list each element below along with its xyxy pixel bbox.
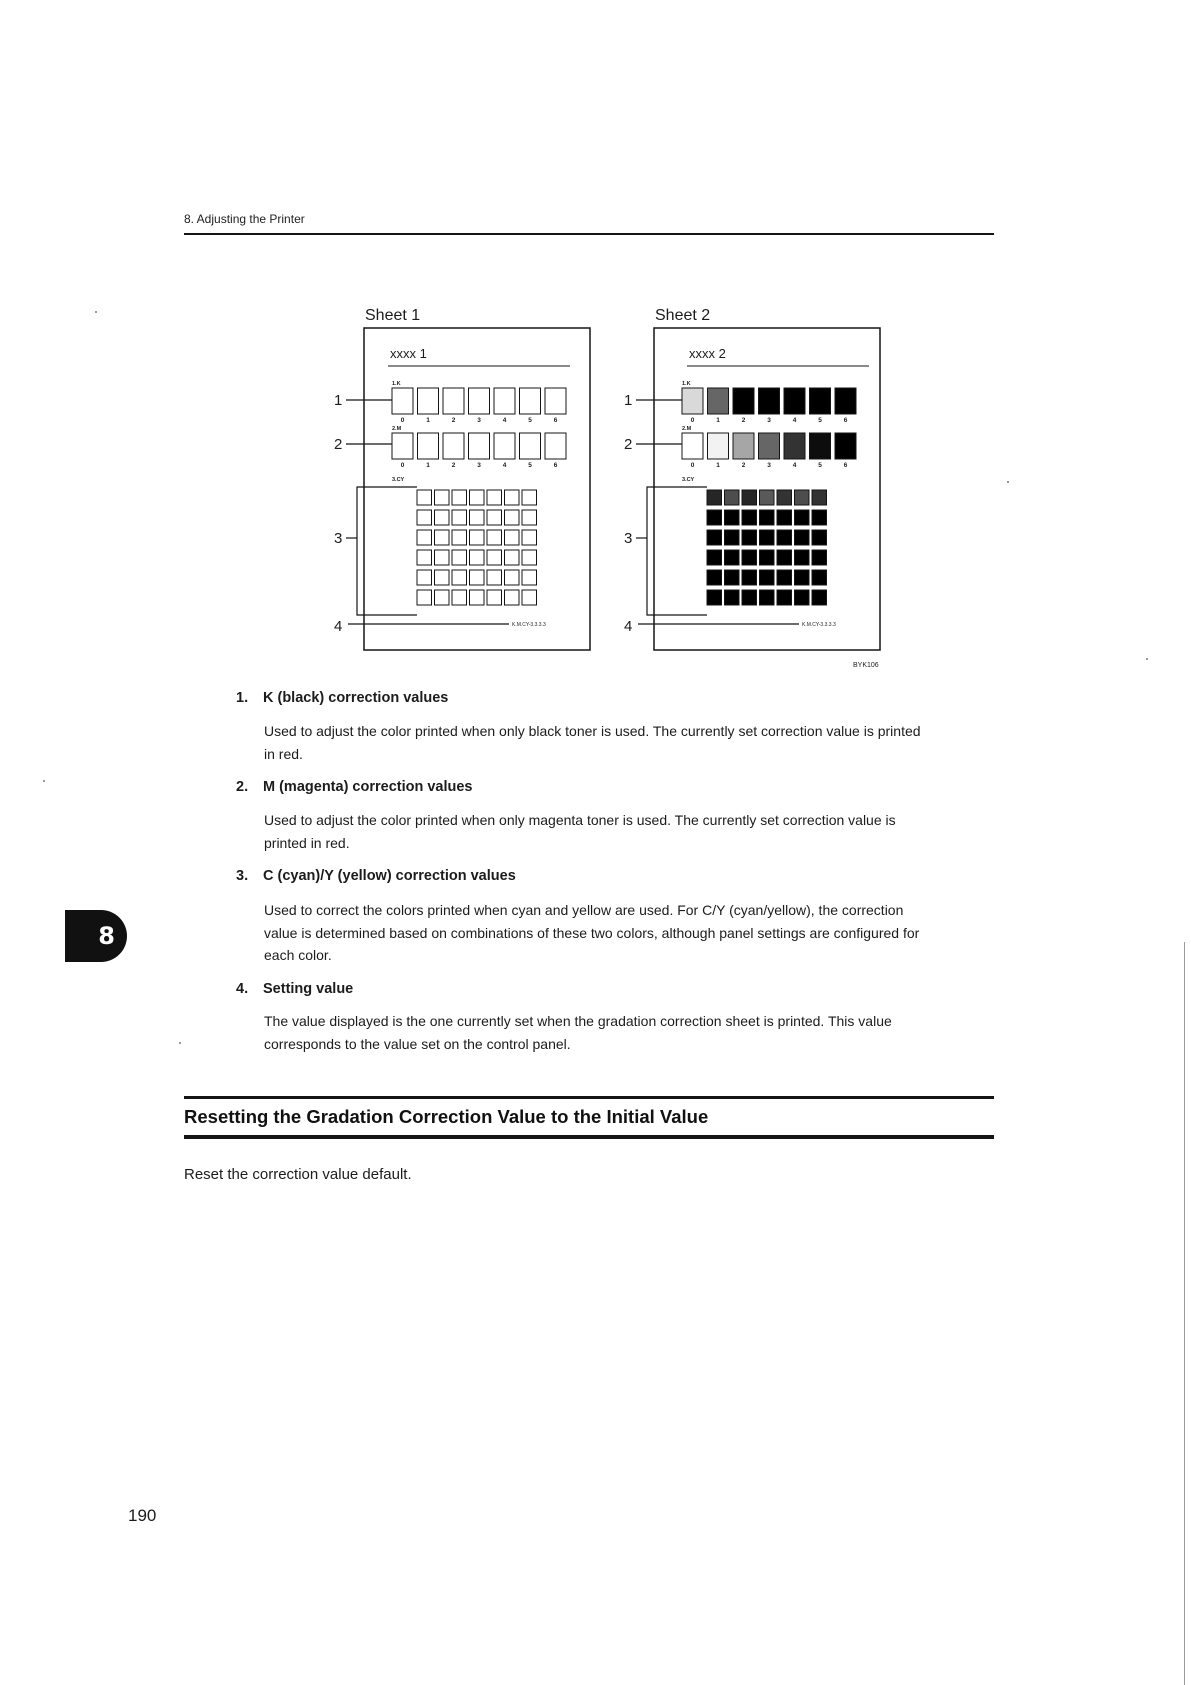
cy-patch: [812, 550, 827, 565]
k-patch: [810, 388, 831, 414]
item-title-m-correction: M (magenta) correction values: [263, 779, 473, 795]
k-row-label: 1.K: [392, 381, 401, 387]
cy-row-label: 3.CY: [392, 477, 405, 483]
cy-patch: [417, 550, 432, 565]
k-patch: [418, 388, 439, 414]
m-patch: [469, 433, 490, 459]
scale-label: 6: [843, 417, 848, 424]
cy-patch: [505, 510, 520, 525]
callout-number: 4: [624, 618, 633, 635]
cy-patch: [707, 530, 722, 545]
scale-label: 0: [690, 462, 695, 469]
scan-speck: [43, 780, 45, 782]
cy-patch: [435, 530, 450, 545]
callout-number: 2: [624, 436, 633, 453]
cy-patch: [707, 510, 722, 525]
scan-edge-line: [1184, 942, 1185, 1685]
sheet-label: Sheet 1: [365, 307, 421, 324]
m-patch: [545, 433, 566, 459]
cy-patch: [812, 590, 827, 605]
cy-patch: [742, 590, 757, 605]
sheet-title: xxxx 2: [689, 346, 726, 361]
cy-patch: [777, 510, 792, 525]
k-patch: [835, 388, 856, 414]
k-patch: [708, 388, 729, 414]
sheet-1: [334, 307, 590, 650]
scan-speck: [95, 311, 97, 313]
cy-patch: [435, 590, 450, 605]
scale-label: 4: [502, 417, 507, 424]
item-description-cy-correction: [264, 899, 919, 967]
cy-patch: [487, 590, 502, 605]
k-patch: [392, 388, 413, 414]
scan-speck: [179, 1042, 181, 1044]
callout-number: 1: [334, 392, 343, 409]
cy-patch: [725, 510, 740, 525]
cy-patch: [435, 570, 450, 585]
scale-label: 3: [767, 462, 771, 469]
cy-patch: [417, 590, 432, 605]
cy-patch: [452, 550, 467, 565]
k-patch: [520, 388, 541, 414]
m-patch: [810, 433, 831, 459]
k-patch: [494, 388, 515, 414]
description-line: Used to correct the colors printed when cyan and yellow are used. For C/Y (cyan/yellow), the correction: [264, 902, 904, 918]
scale-label: 3: [477, 417, 481, 424]
setting-code: K.M.CY-3.3.3.3: [802, 622, 836, 628]
k-patch: [759, 388, 780, 414]
chapter-tab-number: 8: [98, 922, 115, 950]
cy-patch: [795, 510, 810, 525]
scale-label: 4: [792, 417, 797, 424]
cy-patch: [452, 570, 467, 585]
k-patch: [733, 388, 754, 414]
cy-patch: [742, 550, 757, 565]
scale-label: 2: [741, 462, 746, 469]
m-patch: [392, 433, 413, 459]
heading-top-rule: [184, 1096, 994, 1099]
k-patch: [469, 388, 490, 414]
scale-label: 0: [400, 417, 405, 424]
cy-patch: [522, 530, 537, 545]
cy-patch: [812, 570, 827, 585]
scale-label: 2: [451, 417, 456, 424]
cy-patch: [487, 490, 502, 505]
scale-label: 6: [553, 462, 558, 469]
cy-patch: [777, 590, 792, 605]
figure-id: BYK106: [853, 662, 879, 669]
cy-patch: [470, 590, 485, 605]
scale-label: 0: [690, 417, 695, 424]
cy-patch: [452, 510, 467, 525]
cy-patch: [725, 550, 740, 565]
chapter-tab: [65, 910, 127, 962]
cy-patch: [522, 570, 537, 585]
m-patch: [708, 433, 729, 459]
scan-speck: [1146, 658, 1148, 660]
callout-number: 1: [624, 392, 633, 409]
section-body: Reset the correction value default.: [184, 1166, 412, 1183]
gradation-sheets-figure: [0, 0, 1191, 700]
cy-patch: [487, 550, 502, 565]
cy-patch: [417, 530, 432, 545]
scale-label: 1: [716, 462, 720, 469]
cy-patch: [452, 490, 467, 505]
cy-patch: [777, 570, 792, 585]
cy-patch: [707, 590, 722, 605]
cy-patch: [435, 550, 450, 565]
m-patch: [733, 433, 754, 459]
cy-patch: [795, 530, 810, 545]
scale-label: 4: [502, 462, 507, 469]
description-line: Used to adjust the color printed when only magenta toner is used. The currently set correction value is: [264, 812, 896, 828]
k-row-label: 1.K: [682, 381, 691, 387]
cy-patch: [760, 530, 775, 545]
m-patch: [784, 433, 805, 459]
cy-patch: [812, 530, 827, 545]
cy-patch: [452, 590, 467, 605]
scale-label: 3: [767, 417, 771, 424]
cy-patch: [707, 490, 722, 505]
cy-patch: [470, 530, 485, 545]
cy-patch: [812, 510, 827, 525]
k-patch: [443, 388, 464, 414]
k-patch: [682, 388, 703, 414]
m-patch: [835, 433, 856, 459]
list-number: 1.: [236, 690, 249, 706]
cy-patch: [777, 550, 792, 565]
scale-label: 4: [792, 462, 797, 469]
item-description-k-correction: [264, 720, 921, 765]
callout-bracket: [357, 487, 417, 615]
section-heading: Resetting the Gradation Correction Value to the Initial Value: [184, 1106, 709, 1127]
cy-patch: [795, 590, 810, 605]
description-line: value is determined based on combinations of these two colors, although panel settings are configured for: [264, 924, 920, 941]
description-line: corresponds to the value set on the control panel.: [264, 1035, 571, 1052]
cy-patch: [487, 570, 502, 585]
cy-patch: [505, 570, 520, 585]
m-patch: [520, 433, 541, 459]
cy-patch: [452, 530, 467, 545]
k-patch: [784, 388, 805, 414]
scale-label: 5: [818, 417, 822, 424]
item-description-setting-value: [264, 1010, 892, 1055]
scale-label: 6: [843, 462, 848, 469]
cy-patch: [470, 510, 485, 525]
cy-patch: [417, 570, 432, 585]
cy-patch: [777, 490, 792, 505]
m-row-label: 2.M: [392, 426, 402, 432]
item-description-m-correction: [264, 809, 896, 854]
cy-patch: [760, 550, 775, 565]
cy-patch: [522, 490, 537, 505]
cy-patch: [707, 570, 722, 585]
description-line: each color.: [264, 947, 332, 963]
scale-label: 5: [528, 462, 532, 469]
cy-row-label: 3.CY: [682, 477, 695, 483]
cy-patch: [487, 530, 502, 545]
description-line: in red.: [264, 745, 303, 762]
sheet-2: [624, 307, 880, 650]
scale-label: 1: [716, 417, 720, 424]
heading-bottom-rule: [184, 1135, 994, 1139]
cy-patch: [435, 490, 450, 505]
m-patch: [682, 433, 703, 459]
page-number: 190: [128, 1506, 157, 1525]
cy-patch: [417, 490, 432, 505]
cy-patch: [522, 550, 537, 565]
cy-patch: [505, 490, 520, 505]
cy-patch: [742, 530, 757, 545]
list-number: 4.: [236, 981, 249, 997]
scale-label: 2: [451, 462, 456, 469]
cy-patch: [725, 490, 740, 505]
description-line: Used to adjust the color printed when only black toner is used. The currently set correction value is printed: [264, 723, 921, 739]
scale-label: 6: [553, 417, 558, 424]
m-patch: [759, 433, 780, 459]
running-head: 8. Adjusting the Printer: [184, 212, 305, 226]
cy-patch: [522, 590, 537, 605]
item-title-setting-value: Setting value: [263, 981, 354, 997]
cy-patch: [487, 510, 502, 525]
cy-patch: [725, 530, 740, 545]
setting-code: K.M.CY-3.3.3.3: [512, 622, 546, 628]
sheet-title: xxxx 1: [390, 346, 427, 361]
description-line: The value displayed is the one currently set when the gradation correction sheet is printed. This value: [264, 1013, 892, 1029]
cy-patch: [795, 550, 810, 565]
m-patch: [443, 433, 464, 459]
m-row-label: 2.M: [682, 426, 692, 432]
scale-label: 3: [477, 462, 481, 469]
cy-patch: [505, 590, 520, 605]
cy-patch: [812, 490, 827, 505]
cy-patch: [742, 510, 757, 525]
cy-patch: [505, 550, 520, 565]
cy-patch: [505, 530, 520, 545]
cy-patch: [795, 490, 810, 505]
callout-number: 3: [624, 530, 633, 547]
cy-patch: [795, 570, 810, 585]
cy-patch: [470, 550, 485, 565]
cy-patch: [470, 570, 485, 585]
cy-patch: [725, 570, 740, 585]
scale-label: 2: [741, 417, 746, 424]
cy-patch: [742, 490, 757, 505]
scale-label: 1: [426, 417, 430, 424]
scale-label: 0: [400, 462, 405, 469]
callout-bracket: [647, 487, 707, 615]
cy-patch: [417, 510, 432, 525]
callout-number: 3: [334, 530, 343, 547]
scale-label: 5: [818, 462, 822, 469]
item-title-cy-correction: C (cyan)/Y (yellow) correction values: [263, 868, 516, 884]
description-line: printed in red.: [264, 834, 350, 851]
item-title-k-correction: K (black) correction values: [263, 690, 449, 706]
cy-patch: [760, 490, 775, 505]
callout-number: 4: [334, 618, 343, 635]
cy-patch: [470, 490, 485, 505]
list-number: 2.: [236, 779, 249, 795]
list-number: 3.: [236, 868, 249, 884]
cy-patch: [707, 550, 722, 565]
cy-patch: [522, 510, 537, 525]
cy-patch: [760, 570, 775, 585]
m-patch: [494, 433, 515, 459]
scale-label: 1: [426, 462, 430, 469]
cy-patch: [777, 530, 792, 545]
cy-patch: [760, 590, 775, 605]
m-patch: [418, 433, 439, 459]
callout-number: 2: [334, 436, 343, 453]
k-patch: [545, 388, 566, 414]
cy-patch: [435, 510, 450, 525]
cy-patch: [760, 510, 775, 525]
scan-speck: [1007, 481, 1009, 483]
sheet-label: Sheet 2: [655, 307, 711, 324]
cy-patch: [742, 570, 757, 585]
scale-label: 5: [528, 417, 532, 424]
cy-patch: [725, 590, 740, 605]
